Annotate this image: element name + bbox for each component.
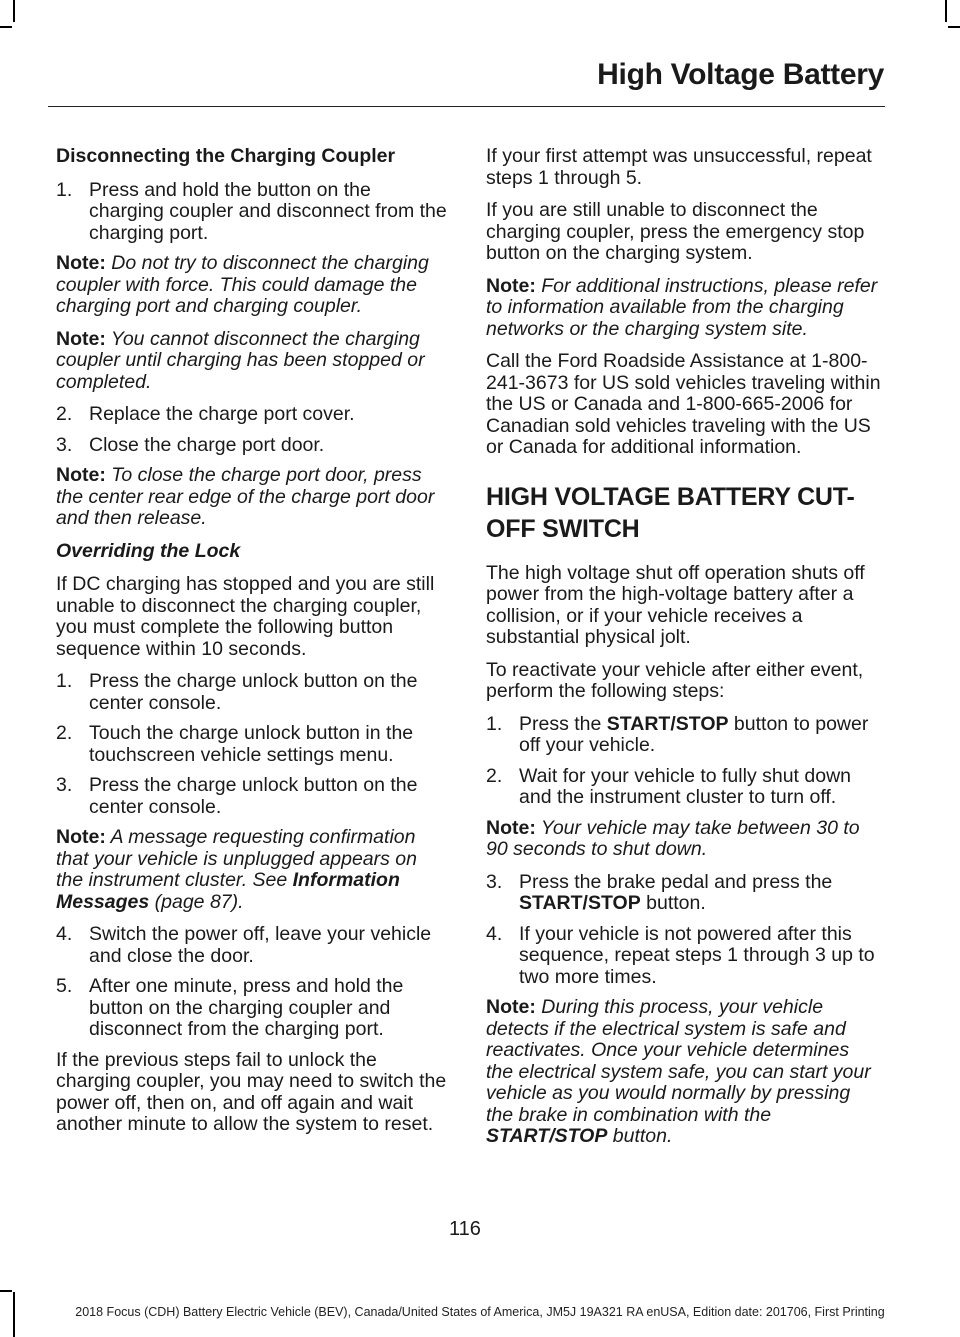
left-column [56, 146, 448, 1147]
step-text: Press the brake pedal and press the [519, 870, 833, 893]
note-text: A message requesting confirmation that your vehicle is unplugged appears on the instrument cluster. See [56, 826, 417, 891]
note-label: Note: [486, 274, 536, 297]
paragraph: If the previous steps fail to unlock the charging coupler, you may need to switch the power off, then on, and off again and wait another minute to allow the system to reset. [56, 1048, 447, 1135]
page-reference: (page 87). [149, 890, 244, 913]
step-number: 4. [56, 923, 73, 945]
step-text: button. [640, 892, 706, 914]
crop-mark [13, 0, 15, 22]
list-item [486, 766, 881, 809]
list-item [56, 435, 448, 457]
step-number: 3. [486, 870, 503, 893]
list-item [486, 872, 881, 915]
list-item [56, 976, 448, 1041]
note-text: For additional instructions, please refer to information available from the charging networks or the charging system site. [486, 274, 878, 340]
list-item [56, 671, 448, 714]
note-label: Note: [56, 327, 106, 350]
step-number: 2. [56, 403, 73, 425]
note-text: Your vehicle may take between 30 to 90 seconds to shut down. [486, 816, 860, 860]
step-text: Touch the charge unlock button in the touchscreen vehicle settings menu. [89, 722, 414, 766]
list-item [56, 723, 448, 766]
note-text: During this process, your vehicle detects if the electrical system is safe and reactivates. Once your vehicle determines the electrical system safe, you can start your vehicle as you would normally by pressing the brake in combination with the [486, 996, 871, 1126]
step-number: 1. [486, 712, 503, 735]
step-number: 5. [56, 975, 73, 997]
note [486, 276, 881, 341]
control-name: START/STOP [486, 1125, 608, 1147]
crop-mark [0, 1290, 12, 1292]
step-text: Press the [519, 712, 607, 735]
page-title: High Voltage Battery [597, 58, 884, 91]
control-name: START/STOP [519, 892, 641, 914]
note-label: Note: [56, 464, 106, 486]
footer-text: 2018 Focus (CDH) Battery Electric Vehicle (BEV), Canada/United States of America, JM5J 19A321 RA enUSA, Edition date: 201706, First Printing [75, 1305, 885, 1319]
note-label: Note: [486, 996, 536, 1018]
note-label: Note: [486, 816, 536, 839]
note-label: Note: [56, 252, 106, 274]
list-item [486, 714, 881, 757]
list-item [486, 924, 881, 989]
step-text: Wait for your vehicle to fully shut down and the instrument cluster to turn off. [519, 764, 852, 808]
paragraph: If your first attempt was unsuccessful, repeat steps 1 through 5. [486, 145, 872, 189]
note [486, 818, 881, 861]
note [56, 827, 448, 913]
step-text: If your vehicle is not powered after this sequence, repeat steps 1 through 3 up to two more times. [519, 922, 875, 988]
note-text: button. [607, 1125, 673, 1147]
step-number: 3. [56, 433, 73, 456]
step-number: 2. [486, 764, 503, 787]
list-item [56, 775, 448, 818]
paragraph: The high voltage shut off operation shuts off power from the high-voltage battery after a collision, or if your vehicle receives a substantial physical jolt. [486, 561, 865, 648]
control-name: START/STOP [606, 712, 729, 735]
header-divider [48, 106, 885, 107]
note-label: Note: [56, 826, 106, 848]
note-text: Do not try to disconnect the charging coupler with force. This could damage the charging port and charging coupler. [56, 252, 429, 317]
cross-reference-link[interactable]: Information Messages [56, 869, 400, 913]
note [486, 997, 881, 1148]
paragraph: Call the Ford Roadside Assistance at 1-800-241-3673 for US sold vehicles traveling within the US or Canada and 1-800-665-2006 for Canadian sold vehicles traveling with the US or Canada for additional information. [486, 350, 881, 458]
step-number: 3. [56, 774, 73, 796]
section-title-line: OFF SWITCH [486, 514, 640, 543]
crop-mark [0, 26, 12, 28]
note-text: To close the charge port door, press the center rear edge of the charge port door and then release. [56, 464, 435, 529]
list-item [56, 924, 448, 967]
right-column [486, 146, 881, 1159]
step-number: 1. [56, 178, 73, 201]
paragraph: To reactivate your vehicle after either event, perform the following steps: [486, 658, 864, 702]
step-text: Replace the charge port cover. [89, 403, 355, 425]
page-number: 116 [449, 1218, 481, 1240]
crop-mark [945, 0, 947, 22]
note [56, 329, 448, 394]
step-text: Close the charge port door. [89, 433, 325, 456]
step-text: After one minute, press and hold the button on the charging coupler and disconnect from the charging port. [89, 975, 404, 1040]
note [56, 465, 448, 530]
step-number: 1. [56, 670, 73, 692]
step-text: Press the charge unlock button on the center console. [89, 774, 418, 818]
list-item [56, 180, 448, 245]
section-heading: Disconnecting the Charging Coupler [56, 145, 396, 167]
paragraph: If you are still unable to disconnect the charging coupler, press the emergency stop button on the charging system. [486, 199, 865, 264]
step-text: button to power off your vehicle. [519, 712, 869, 756]
subheading: Overriding the Lock [56, 539, 241, 562]
note [56, 253, 448, 318]
section-title [486, 481, 881, 545]
step-text: Switch the power off, leave your vehicle and close the door. [89, 923, 432, 967]
step-number: 2. [56, 722, 73, 744]
paragraph: If DC charging has stopped and you are still unable to disconnect the charging coupler, you must complete the following button sequence within 10 seconds. [56, 573, 435, 660]
crop-mark [948, 26, 960, 28]
step-text: Press the charge unlock button on the center console. [89, 670, 418, 714]
list-item [56, 404, 448, 426]
section-title-line: HIGH VOLTAGE BATTERY CUT- [486, 482, 855, 511]
note-text: You cannot disconnect the charging coupler until charging has been stopped or completed. [56, 327, 425, 393]
step-number: 4. [486, 922, 503, 945]
step-text: Press and hold the button on the charging coupler and disconnect from the charging port. [89, 178, 447, 244]
